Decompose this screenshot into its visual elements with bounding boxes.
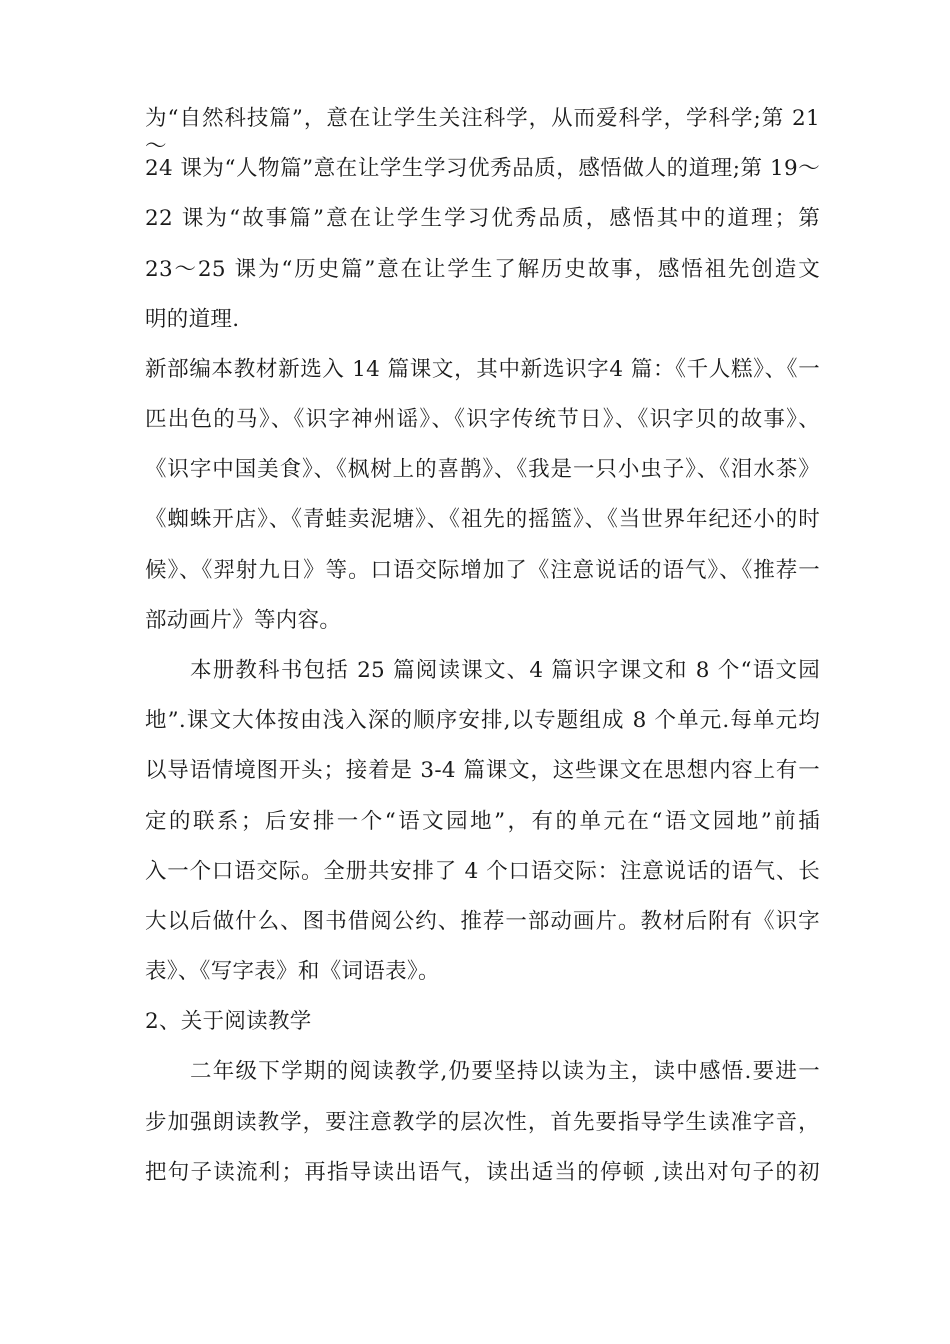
text-line: 步加强朗读教学，要注意教学的层次性，首先要指导学生读准字音， [145, 1110, 820, 1135]
text-line: 部动画片》等内容。 [145, 608, 342, 633]
text-line: 匹出色的马》、《识字神州谣》、《识字传统节日》、《识字贝的故事》、 [145, 407, 820, 432]
text-line: 定的联系；后安排一个“语文园地”，有的单元在“语文园地”前插 [145, 809, 820, 834]
text-line: 23～25 课为“历史篇”意在让学生了解历史故事，感悟祖先创造文 [145, 257, 820, 282]
text-line: 为“自然科技篇”，意在让学生关注科学，从而爱科学，学科学;第 21～ [145, 106, 820, 159]
text-line: 地”.课文大体按由浅入深的顺序安排,以专题组成 8 个单元.每单元均 [145, 708, 820, 733]
text-line: 《蜘蛛开店》、《青蛙卖泥塘》、《祖先的摇篮》、《当世界年纪还小的时 [145, 507, 820, 532]
text-line: 二年级下学期的阅读教学,仍要坚持以读为主，读中感悟.要进一 [190, 1059, 820, 1084]
text-line: 候》、《羿射九日》等。口语交际增加了《注意说话的语气》、《推荐一 [145, 558, 820, 583]
text-line: 24 课为“人物篇”意在让学生学习优秀品质，感悟做人的道理;第 19～ [145, 156, 820, 181]
text-line: 明的道理. [145, 307, 240, 332]
text-line: 22 课为“故事篇”意在让学生学习优秀品质，感悟其中的道理；第 [145, 206, 820, 231]
text-line: 把句子读流利；再指导读出语气，读出适当的停顿 ,读出对句子的初 [145, 1160, 820, 1185]
text-line: 表》、《写字表》和《词语表》。 [145, 959, 440, 984]
text-line: 入一个口语交际。全册共安排了 4 个口语交际：注意说话的语气、长 [145, 859, 820, 884]
text-line: 《识字中国美食》、《枫树上的喜鹊》、《我是一只小虫子》、《泪水茶》 [145, 457, 820, 482]
text-line: 本册教科书包括 25 篇阅读课文、4 篇识字课文和 8 个“语文园 [190, 658, 820, 683]
text-line: 大以后做什么、图书借阅公约、推荐一部动画片。教材后附有《识字 [145, 909, 820, 934]
text-line: 新部编本教材新选入 14 篇课文，其中新选识字4 篇：《千人糕》、《一 [145, 357, 820, 382]
section-heading: 2、关于阅读教学 [145, 1009, 312, 1034]
text-line: 以导语情境图开头；接着是 3-4 篇课文，这些课文在思想内容上有一 [145, 758, 820, 783]
